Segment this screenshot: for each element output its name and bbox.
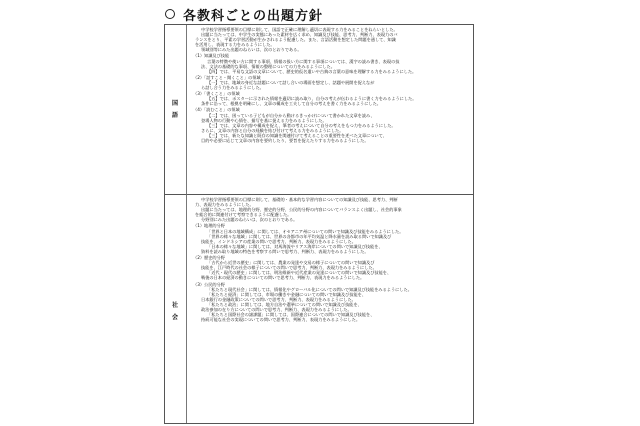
text-line: 持続可能な社会の実現についての問いで思考力、判断力、表現力をみるようにした。 — [201, 317, 361, 323]
section-heading — [165, 5, 323, 23]
text-line: を活用し、表現する力をみるようにした。 — [195, 42, 275, 48]
sub-heading: （3）公民的分野 — [193, 281, 225, 287]
text-line: 登場人物の行動や心情を、描写を基に捉える力をみるようにした。 — [201, 117, 327, 123]
text-line: 技能を、江戸時代の社会の様子についての問いで思考力、判断力、表現力をみるようにした。 — [201, 265, 377, 271]
text-line: 条件に沿って、根拠を明確にし、文章の構成を工夫して自分の考えを書く力をみるようにした。 — [201, 101, 381, 107]
text-line: 「私たちと政治」に関しては、地方自治や選挙についての問いで知識及び技能を、 — [207, 301, 362, 307]
sub-heading: （1）知識及び技能 — [193, 53, 230, 59]
text-line: ランスをとり、平素の学習活動が生かされるよう配慮した。また、言語活動を想定した問題を通して、知識 — [195, 37, 396, 43]
policy-table — [164, 24, 474, 424]
content-cell-japanese — [187, 25, 473, 194]
text-line: 【三】では、新たな知識と既存の知識を関連付けて考えることの重要性を述べた文章について、 — [207, 132, 387, 138]
text-line: 「世界の様々な地域」に関しては、世界の各都市の年平均気温と降水量を読み取る問いで知識及び — [207, 233, 392, 239]
text-line: 【五】では、ポスターに示された情報を適切に読み取り、自分の考えが伝わるように書く力をみるようにした。 — [207, 96, 417, 102]
text-line: 「近代・現代の歴史」に関しては、明治維新や近代産業の発達についての問いで知識及び技能を、 — [207, 270, 392, 276]
text-line: 【二】では、困っている子どもが自分から動けるきっかけについて書かれた文章を読み、 — [207, 112, 375, 118]
text-line: 領域別等にみた出題のねらいは、次のとおりである。 — [201, 47, 302, 53]
subject-char: 語 — [172, 112, 179, 119]
text-line: 目的や必要に応じて文章の内容を要約したり、要旨を捉えたりする力をみるようにした。 — [201, 137, 369, 143]
text-line: 戦後の日本の経済の動きについての問いで思考力、判断力、表現力をみるようにした。 — [201, 275, 365, 281]
text-line: ら話し合う力をみるようにした。 — [201, 85, 264, 91]
content-cell-social — [187, 194, 473, 423]
text-line: 技能を、インドネシアの産業の問いで思考力、判断力、表現力をみるようにした。 — [201, 238, 356, 244]
text-line: を総合的に関連付けて考察できるように配慮した。 — [195, 212, 292, 218]
text-line: 「私たちと経済」に関しては、市場の働きや金融についての問いで知識及び技能を、 — [207, 291, 367, 297]
text-line: 中学校学習指導要領の目標に則して、国語で正確に理解し適切に表現する力をみることをねらいとした。 — [201, 27, 398, 32]
text-line: 「私たちと現代社会」に関しては、情報化やグローバル化についての問いで知識及び技能をみるようにした。 — [207, 286, 412, 292]
page-title: 各教科ごとの出題方針 — [183, 8, 324, 24]
text-line: 出題に当たっては、中学生の実態にあった素材を広く求め、知識及び技能、思考力、判断力、表現力のバ — [201, 32, 398, 38]
text-line: 資料を読み取り地域の特色を考察する問いで思考力、判断力、表現力をみるようにした。 — [201, 248, 369, 254]
text-line: 分野別にみた出題のねらいは、次のとおりである。 — [201, 217, 298, 223]
text-line: 力、表現力をみるようにした。 — [195, 202, 254, 208]
text-line: 「世界と日本の地域構成」に関しては、オセアニア州についての問いで知識及び技能をみるようにした。 — [207, 228, 404, 234]
text-line: 政治参加の在り方についての問いで思考力、判断力、表現力をみるようにした。 — [201, 306, 352, 312]
subject-cell-japanese — [165, 25, 187, 194]
circle-bullet-icon — [165, 9, 175, 19]
subject-char: 国 — [172, 100, 179, 107]
subject-cell-social — [165, 194, 187, 423]
text-line: 【四】では、平易な文語の文章について、歴史的仮名遣いや古典の言葉の意味を理解する力をみるようにした。 — [207, 68, 417, 74]
subject-char: 会 — [172, 314, 179, 321]
sub-heading: （4）「読むこと」の領域 — [193, 107, 240, 113]
text-line: 「古代から近世の歴史」に関しては、農業の発達や交易の様子についての問いで知識及び — [207, 260, 375, 266]
sub-heading: （3）「書くこと」の領域 — [193, 91, 240, 97]
text-line: 法、文法の基礎的な事項、情報の整理についての力をみるようにした。 — [201, 63, 335, 69]
sub-heading: （2）歴史的分野 — [193, 255, 225, 261]
subject-char: 社 — [172, 302, 179, 309]
text-line: さらに、文章の内容と自分の経験を結び付けて考える力をみるようにした。 — [201, 127, 344, 133]
text-line: 出題に当たっては、地理的分野、歴史的分野、公民的分野の内容についてバランスよく出題し、社会的事象 — [201, 207, 402, 213]
text-line: 「私たちと国際社会の諸課題」に関しては、国際連合についての問いで知識及び技能を、 — [207, 312, 375, 318]
text-line: 言葉の特徴や使い方に関する事項、情報の扱い方に関する事項については、漢字の読み書き、表現の技 — [207, 58, 400, 64]
sub-heading: （1）地理的分野 — [193, 223, 225, 229]
text-line: 中学校学習指導要領の目標に則して、基礎的・基本的な学習内容についての知識及び技能、思考力、判断 — [201, 197, 398, 202]
text-line: 「日本の様々な地域」に関しては、対馬海流やリアス海岸についての問いで知識及び技能を、 — [207, 243, 383, 249]
text-line: 【三】では、文章の内容や構成を捉え、筆者の考えについて自分の考えをもつ力をみるようにした。 — [207, 122, 396, 128]
text-line: 【一】では、地域の身近な話題について話し合いの場面を想定し、話題や展開を捉えなが — [207, 79, 375, 85]
text-line: 日本銀行の金融政策についての問いで思考力、判断力、表現力をみるようにした。 — [201, 296, 356, 302]
sub-heading: （2）「話すこと・聞くこと」の領域 — [193, 74, 261, 80]
